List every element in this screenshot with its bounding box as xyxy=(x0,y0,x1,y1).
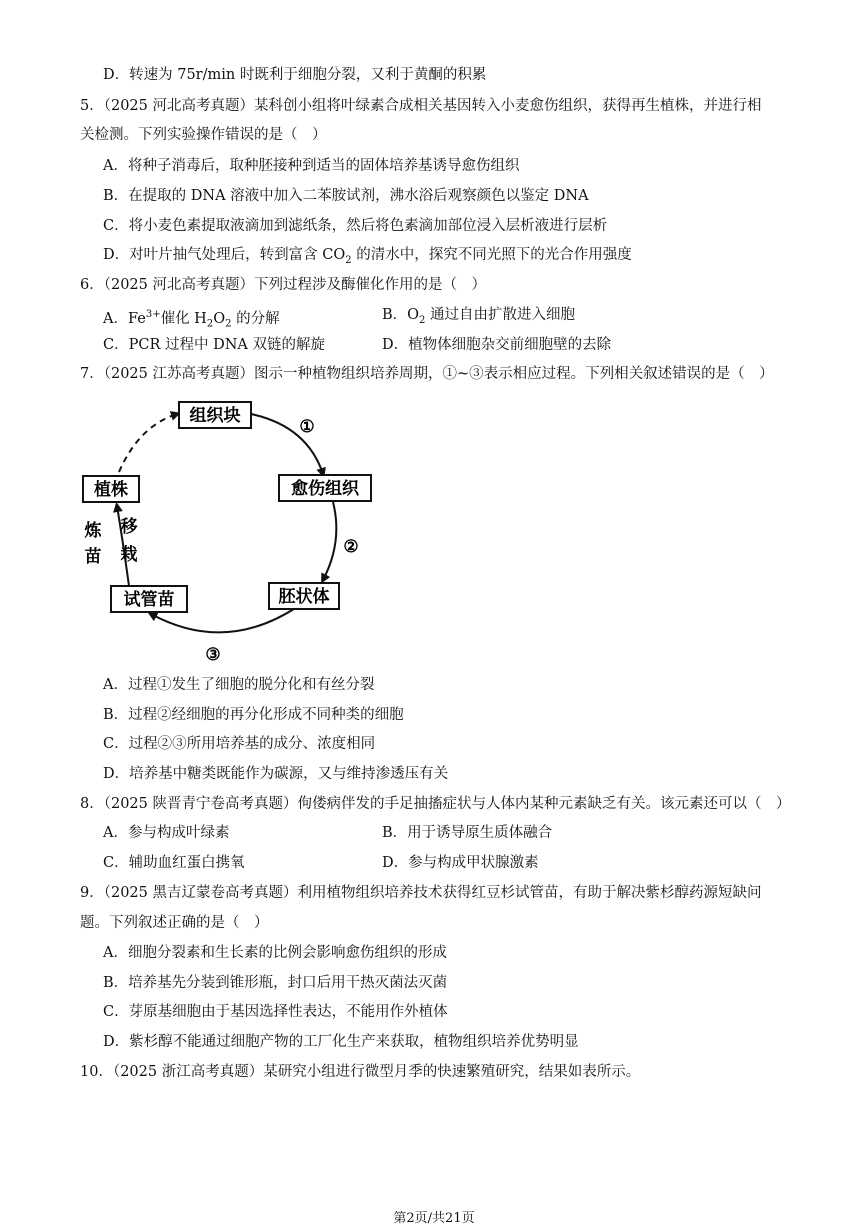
q5-option-d xyxy=(103,245,632,271)
q6-option-a-text: A．Fe xyxy=(103,310,146,327)
box-tissue-block xyxy=(179,402,251,428)
label-transplant-1: 移 xyxy=(120,517,138,537)
q6-option-a-text4: 的分解 xyxy=(231,310,280,327)
q7-option-c: C．过程②③所用培养基的成分、浓度相同 xyxy=(103,736,376,752)
box-embryoid xyxy=(269,583,339,609)
page-footer: 第2页/共21页 xyxy=(393,1211,475,1226)
label-transplant-2: 栽 xyxy=(120,545,138,565)
step3-label: ③ xyxy=(205,645,221,665)
svg-text:植株: 植株 xyxy=(94,480,128,500)
step1-label: ① xyxy=(299,417,315,437)
q8-option-d: D．参与构成甲状腺激素 xyxy=(382,855,539,871)
label-harden-2: 苗 xyxy=(84,547,102,567)
box-callus xyxy=(279,475,371,501)
q9-option-d: D．紫杉醇不能通过细胞产物的工厂化生产来获取，植物组织培养优势明显 xyxy=(103,1034,579,1050)
q4-option-d: D．转速为 75r/min 时既利于细胞分裂，又利于黄酮的积累 xyxy=(103,67,487,83)
q6-option-c: C．PCR 过程中 DNA 双链的解旋 xyxy=(103,337,325,353)
q6-option-b xyxy=(382,305,575,331)
arrow-dashed-return xyxy=(119,414,177,472)
q6-option-a-sup: 3+ xyxy=(145,309,161,320)
q10-stem: 10．（2025 浙江高考真题）某研究小组进行微型月季的快速繁殖研究，结果如表所示。 xyxy=(80,1064,641,1080)
svg-text:试管苗: 试管苗 xyxy=(123,590,175,610)
q7-option-a: A．过程①发生了细胞的脱分化和有丝分裂 xyxy=(103,677,375,693)
box-plant xyxy=(83,476,139,502)
step2-label: ② xyxy=(343,537,359,557)
q5-option-d-text2: 的清水中，探究不同光照下的光合作用强度 xyxy=(351,247,632,263)
q6-option-d: D．植物体细胞杂交前细胞壁的去除 xyxy=(382,337,612,353)
q8-option-c: C．辅助血红蛋白携氧 xyxy=(103,855,245,871)
tissue-culture-cycle-diagram xyxy=(75,392,395,672)
q5-option-d-text: D．对叶片抽气处理后，转到富含 CO xyxy=(103,247,346,263)
q6-stem: 6．（2025 河北高考真题）下列过程涉及酶催化作用的是（ ） xyxy=(80,277,486,293)
q7-stem: 7．（2025 江苏高考真题）图示一种植物组织培养周期，①~③表示相应过程。下列相关叙述错误的是（ ） xyxy=(80,366,774,382)
q6-option-a-text3: O xyxy=(213,310,226,327)
q9-option-c: C．芽原基细胞由于基因选择性表达，不能用作外植体 xyxy=(103,1004,448,1020)
arrow-step2 xyxy=(323,502,336,580)
cycle-diagram-svg xyxy=(75,392,395,672)
q6-option-a-sub2: 2 xyxy=(225,318,232,330)
q5-option-a: A．将种子消毒后，取种胚接种到适当的固体培养基诱导愈伤组织 xyxy=(103,158,520,174)
q8-option-b: B．用于诱导原生质体融合 xyxy=(382,825,553,841)
q9-option-a: A．细胞分裂素和生长素的比例会影响愈伤组织的形成 xyxy=(103,945,447,961)
q9-stem-line2: 题。下列叙述正确的是（ ） xyxy=(80,915,269,931)
q5-option-b: B．在提取的 DNA 溶液中加入二苯胺试剂，沸水浴后观察颜色以鉴定 DNA xyxy=(103,188,589,204)
q7-option-b: B．过程②经细胞的再分化形成不同种类的细胞 xyxy=(103,707,404,723)
q6-option-a xyxy=(103,305,280,335)
q5-option-d-sub: 2 xyxy=(345,254,352,266)
q8-option-a: A．参与构成叶绿素 xyxy=(103,825,230,841)
label-harden-1: 炼 xyxy=(84,521,102,541)
q5-stem-line1: 5．（2025 河北高考真题）某科创小组将叶绿素合成相关基因转入小麦愈伤组织，获得再生植株，并进行相 xyxy=(80,98,762,114)
svg-text:组织块: 组织块 xyxy=(189,406,241,426)
q6-option-b-sub: 2 xyxy=(419,314,426,326)
q6-option-b-text: B．O xyxy=(382,307,420,323)
q6-option-a-sub1: 2 xyxy=(206,318,214,330)
q5-option-c: C．将小麦色素提取液滴加到滤纸条，然后将色素滴加部位浸入层析液进行层析 xyxy=(103,218,608,234)
svg-text:愈伤组织: 愈伤组织 xyxy=(291,479,359,499)
q9-option-b: B．培养基先分装到锥形瓶，封口后用干热灭菌法灭菌 xyxy=(103,975,448,991)
svg-text:胚状体: 胚状体 xyxy=(278,587,330,607)
q8-stem: 8．（2025 陕晋青宁卷高考真题）佝偻病伴发的手足抽搐症状与人体内某种元素缺乏有关。该元素还可以（ ） xyxy=(80,796,791,812)
q6-option-b-text2: 通过自由扩散进入细胞 xyxy=(425,307,576,323)
q9-stem-line1: 9．（2025 黑吉辽蒙卷高考真题）利用植物组织培养技术获得红豆杉试管苗，有助于解决紫杉醇药源短缺问 xyxy=(80,885,762,901)
q5-stem-line2: 关检测。下列实验操作错误的是（ ） xyxy=(80,127,327,143)
q7-option-d: D．培养基中糖类既能作为碳源，又与维持渗透压有关 xyxy=(103,766,449,782)
q6-option-a-text2: 催化 H xyxy=(160,310,207,327)
box-plantlet xyxy=(111,586,187,612)
